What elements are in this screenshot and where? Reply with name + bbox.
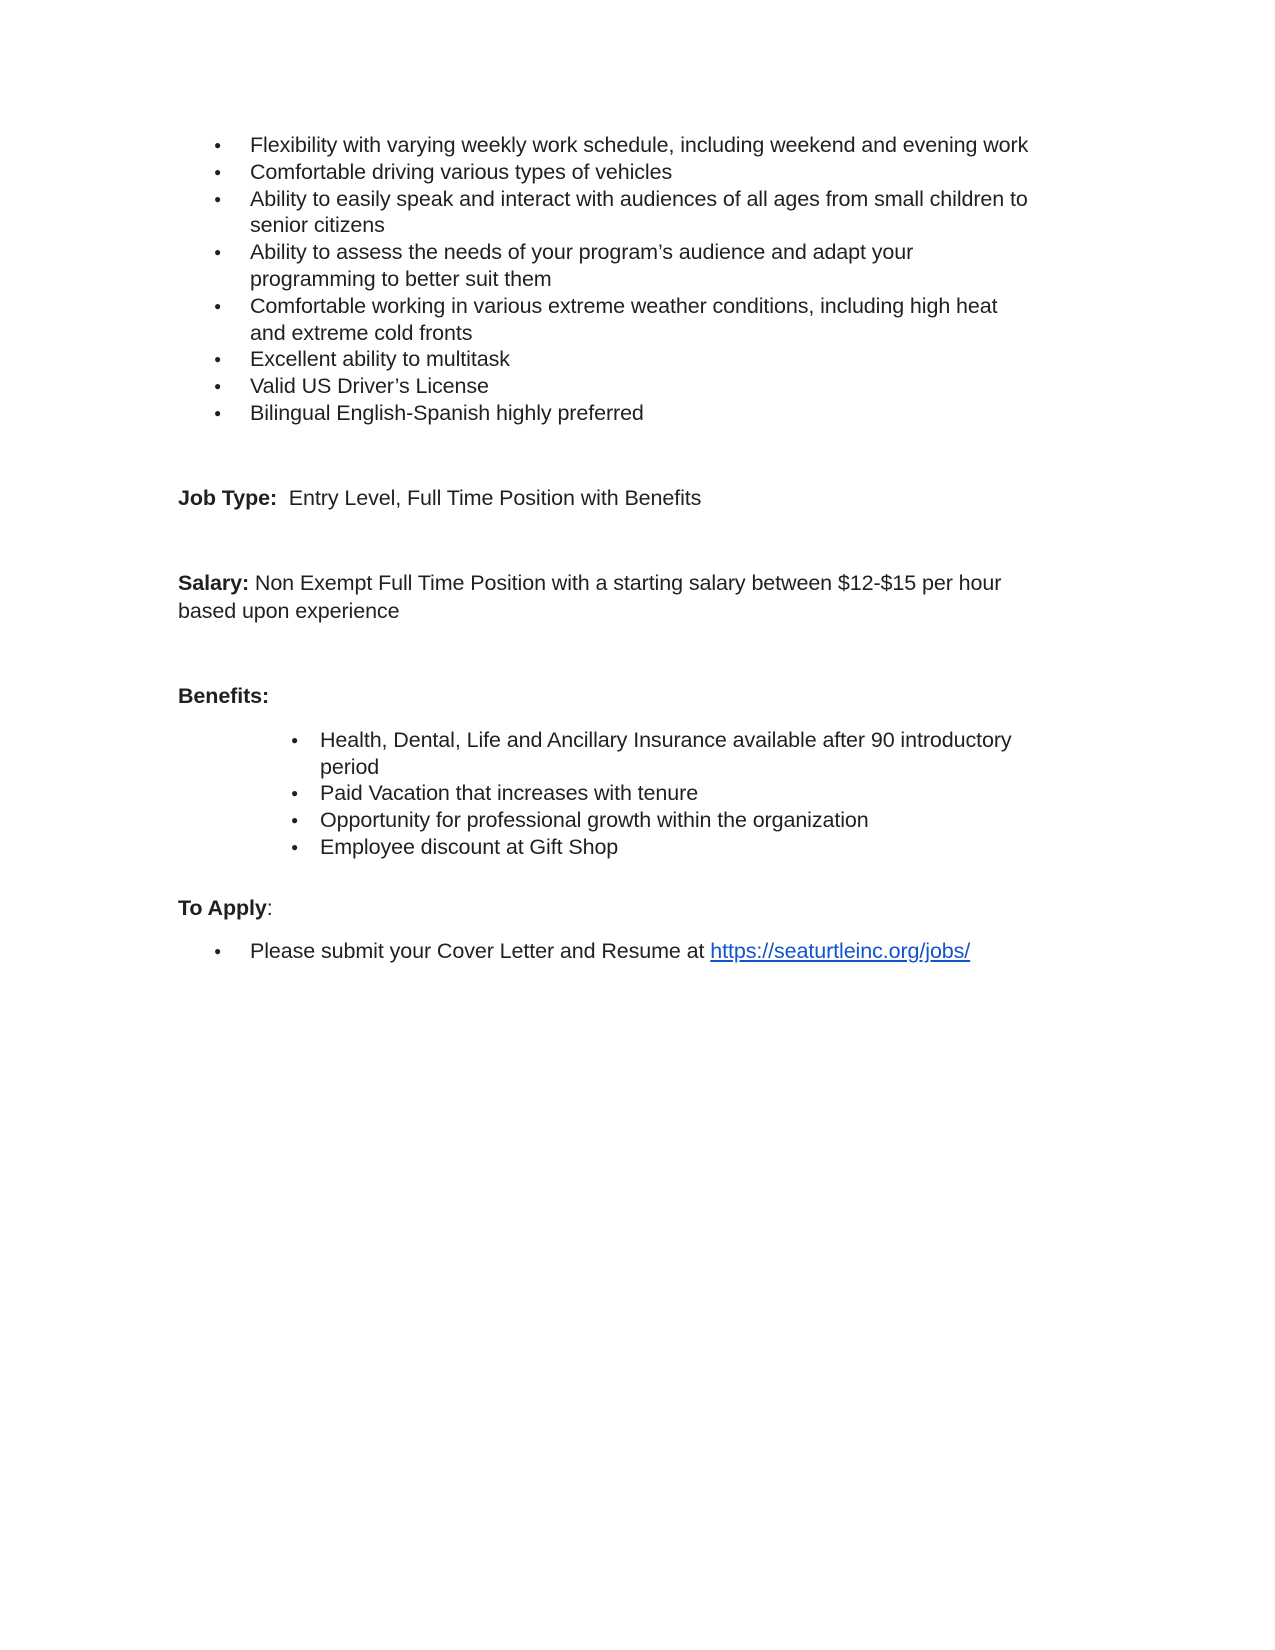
requirement-text: Ability to easily speak and interact with audiences of all ages from small children to senior citizens (250, 186, 1028, 238)
benefit-text: Paid Vacation that increases with tenure (320, 781, 699, 806)
benefit-text: Opportunity for professional growth within the organization (320, 808, 869, 833)
benefit-text: Employee discount at Gift Shop (320, 834, 619, 859)
spacer (178, 711, 1038, 727)
job-type-value: Entry Level, Full Time Position with Benefits (288, 485, 702, 510)
jobs-page-link[interactable]: https://seaturtleinc.org/jobs/ (710, 939, 971, 964)
spacer (178, 922, 1038, 938)
spacer (178, 861, 1038, 895)
requirement-text: Excellent ability to multitask (250, 347, 510, 372)
spacer (178, 427, 1038, 485)
list-item (178, 293, 1038, 347)
list-item (178, 346, 1038, 373)
salary-value: Non Exempt Full Time Position with a starting salary between $12-$15 per hour based upon experience (178, 571, 1002, 623)
to-apply-heading (178, 895, 1038, 923)
benefits-label: Benefits: (178, 684, 270, 709)
list-item (178, 780, 1038, 807)
list-item (178, 239, 1038, 293)
requirement-text: Flexibility with varying weekly work schedule, including weekend and evening work (250, 133, 1029, 157)
list-item (178, 159, 1038, 186)
spacer (178, 512, 1038, 570)
to-apply-label: To Apply (178, 895, 267, 920)
benefits-list (178, 727, 1038, 861)
list-item (178, 400, 1038, 427)
job-type-paragraph (178, 485, 1038, 513)
list-item (178, 807, 1038, 834)
spacer (178, 625, 1038, 683)
list-item (178, 834, 1038, 861)
job-type-spacer (277, 486, 289, 510)
apply-instruction-text: Please submit your Cover Letter and Resume at (250, 939, 711, 964)
benefits-heading (178, 683, 1038, 711)
requirement-text: Comfortable working in various extreme weather conditions, including high heat and extreme cold fronts (250, 293, 998, 345)
document-content (178, 132, 1038, 965)
to-apply-list (178, 938, 1038, 965)
job-type-label: Job Type: (178, 485, 278, 510)
requirements-list (178, 132, 1038, 427)
list-item (178, 938, 1038, 965)
salary-label: Salary: (178, 571, 250, 596)
to-apply-colon: : (266, 895, 273, 920)
requirement-text: Ability to assess the needs of your program’s audience and adapt your programming to better suit them (250, 240, 914, 291)
salary-paragraph (178, 570, 1038, 625)
list-item (178, 186, 1038, 240)
requirement-text: Bilingual English-Spanish highly preferred (250, 400, 644, 425)
requirement-text: Comfortable driving various types of vehicles (250, 159, 673, 184)
list-item (178, 727, 1038, 781)
benefit-text: Health, Dental, Life and Ancillary Insurance available after 90 introductory period (320, 727, 1012, 779)
requirement-text: Valid US Driver’s License (250, 374, 489, 399)
list-item (178, 373, 1038, 400)
list-item (178, 132, 1038, 159)
